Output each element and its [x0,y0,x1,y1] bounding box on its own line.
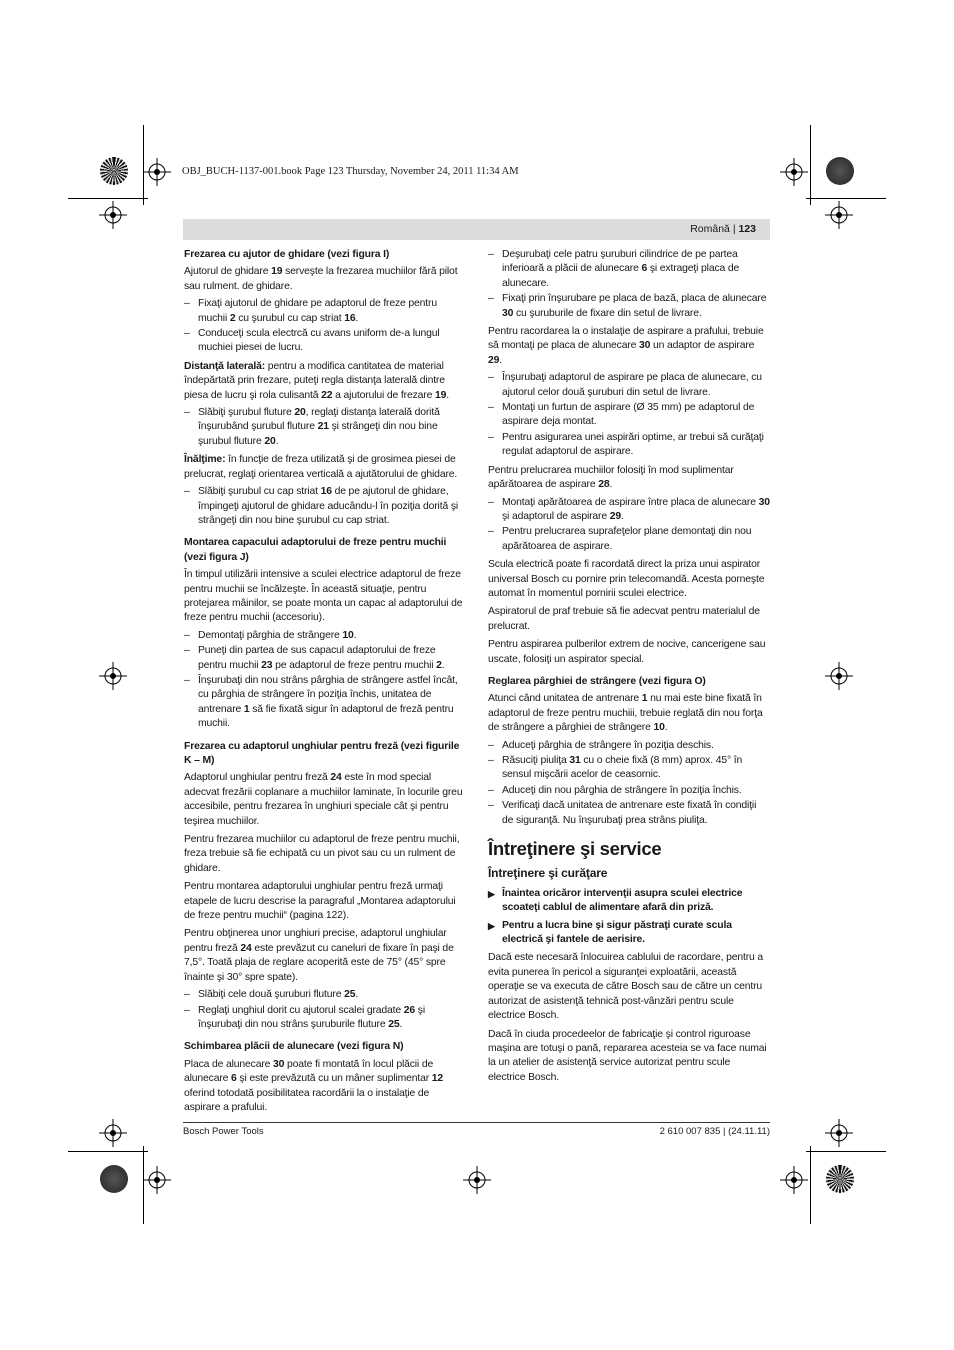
dash-marker: – [488,496,494,508]
warning-text: Pentru a lucra bine şi sigur păstraţi curate scula electrică şi fantele de aerisire. [502,919,732,946]
list-item-text: Conduceţi scula electrcă cu avans uniform de-a lungul muchiei piesei de lucru. [198,328,440,354]
bold-run: 21 [317,421,329,433]
right-column [488,248,770,1088]
dash-marker: – [184,298,190,310]
list-item [184,629,466,643]
list-item [488,739,770,753]
list-item-text: Slăbiţi şurubul fluture 20, reglaţi distanţa laterală dorită înşurubând şurubul fluture 21 şi strângeţi din nou bine şurubul fluture 20. [198,407,440,447]
warning-item [488,887,770,916]
list-item [184,674,466,732]
list-item [488,525,770,554]
page-header [183,219,770,240]
paragraph: Atunci când unitatea de antrenare 1 nu mai este bine fixată în adaptorul de freze pentru muchiii, trebuie reglată din nou forţa de strângere a pârghiei de strângere 10. [488,693,763,734]
book-info-line: OBJ_BUCH-1137-001.book Page 123 Thursday, November 24, 2011 11:34 AM [182,166,519,177]
paragraph: Distanţă laterală: pentru a modifica cantitatea de material îndepărtată prin frezare, puteţi regla distanţa laterală dintre piesa de lucru şi rola culisantă 22 a ajutorului de frezare 19. [184,360,449,401]
list-item-text: Fixaţi prin înşurubare pe placa de bază, placa de alunecare 30 cu şuruburile de fixare din setul de livrare. [502,293,767,319]
color-wheel-icon [100,157,128,185]
list-item [488,401,770,430]
bold-run: 30 [273,1058,285,1070]
bold-run: 12 [431,1073,444,1085]
dash-marker: – [488,739,494,751]
paragraph: Placa de alunecare 30 poate fi montată în locul plăcii de alunecare 6 şi este prevăzută cu un mâner suplimentar 12 oferind totodată posibilitatea racordării la o instalaţie de aspirare a prafului. [184,1058,444,1113]
list-item-text: Pentru prelucrarea suprafeţelor plane demontaţi din nou apărătoarea de aspirare. [502,526,752,552]
list-item-text: Înşurubaţi adaptorul de aspirare pe placa de alunecare, cu ajutorul celor două şuruburi din setul de livrare. [502,372,762,398]
registration-mark-icon [825,201,853,229]
bold-run: Înălţime: [184,454,226,466]
paragraph: Pentru obţinerea unor unghiuri precise, adaptorul unghiular pentru freză 24 este prevăzut cu caneluri de fixare în paşi de 7,5°. Toată plaja de reglare acoperită este de 75° (45° spre înainte şi 30° spre spate). [184,928,454,983]
dash-marker: – [184,486,190,498]
list-item [488,292,770,321]
heading-cap: Montarea capacului adaptorului de freze pentru muchii (vezi figura J) [184,537,447,563]
dash-marker: – [488,755,494,766]
paragraph: În timpul utilizării intensive a sculei electrice adaptorul de freze pentru muchii se încălzeşte. În această situaţie, pentru protejarea mâinilor, se poate monta un capac al adaptorului de freze pentru muchii (accesoriu). [184,569,463,624]
bold-run: Distanţă laterală: [184,360,266,372]
bold-run: 25 [344,989,356,1001]
bold-run: 2 [436,659,442,671]
bold-run: 20 [264,435,276,447]
paragraph: Pentru frezarea muchiilor cu adaptorul de freze pentru muchii, freza trebuie să fie echipată cu un pivot sau cu un rulment de ghidare. [184,834,460,874]
paragraph: Pentru montarea adaptorului unghiular pentru freză urmaţi etapele de lucru descrise la paragraful „Montarea adaptorului de freze pentru muchii“ (pagina 122). [184,881,456,922]
bold-run: 19 [271,266,283,278]
registration-mark-icon [780,1166,808,1194]
list-item-text: Înşurubaţi din nou strâns pârghia de strângere astfel încât, cu pârghia de strângere în poziţia închis, unitatea de antrenare 1 să fie fixată sigur în adaptorul de freză pentru muchii. [198,674,458,730]
list-item [488,431,770,460]
dash-marker: – [488,293,494,305]
bold-run: 25 [388,1018,400,1030]
list-item-text: Aduceţi din nou pârghia de strângere în poziţia închis. [502,784,742,796]
paragraph: Adaptorul unghiular pentru freză 24 este în mod special adecvat frezării coplanare a muchiilor laminate, în locurile greu accesibile, pentru frezarea în unghiuri speciale cât şi pentru teşirea muchiilor. [184,772,463,827]
page-number: 123 [738,223,756,235]
list-item-text: Montaţi apărătoarea de aspirare între placa de alunecare 30 şi adaptorul de aspirare 29. [502,496,770,522]
dash-marker: – [184,407,190,419]
paragraph: Pentru racordarea la o instalaţie de aspirare a prafului, trebuie să montaţi pe placa de alunecare 30 un adaptor de aspirare 29. [488,326,764,366]
warning-item [488,919,770,948]
registration-mark-icon [99,662,127,690]
dash-marker: – [184,989,190,1001]
dash-marker: – [184,1004,190,1016]
registration-mark-icon [99,201,127,229]
list-item-text: Aduceţi pârghia de strângere în poziţia deschis. [502,739,714,751]
header-separator: | [732,223,736,235]
header-language: Română [690,223,730,235]
paragraph: Ajutorul de ghidare 19 serveşte la frezarea muchiilor fără pilot sau rulment. de ghidare. [184,266,458,292]
registration-mark-icon [143,1166,171,1194]
heading-base: Schimbarea plăcii de alunecare (vezi figura N) [184,1041,404,1053]
paragraph: Pentru prelucrarea muchiilor folosiţi în mod suplimentar apărătoarea de aspirare 28. [488,464,734,491]
list-item-text: Deşurubaţi cele patru şuruburi cilindrice de pe partea inferioară a plăcii de alunecare 6 şi extrageţi placa de alunecare. [502,249,740,289]
paragraph: Pentru aspirarea pulberilor extrem de nocive, cancerigene sau uscate, folosiţi un aspirator special. [488,639,766,665]
list-item-text: Răsuciţi piuliţa 31 cu o cheie fixă (8 mm) aprox. 45° în sensul mişcării acelor de ceasornic. [502,755,743,781]
bold-run: 29 [488,354,500,366]
registration-mark-icon [825,1119,853,1147]
bold-run: 16 [320,486,332,498]
section-title: Întreţinere şi service [488,838,662,860]
list-item-text: Pentru asigurarea unei aspirări optime, ar trebui să curăţaţi regulat adaptorul de aspirare. [502,431,764,458]
heading-lever: Reglarea pârghiei de strângere (vezi figura O) [488,675,706,687]
paragraph: Dacă în ciuda procedeelor de fabricaţie şi control riguroase maşina are totuşi o pană, repararea acesteia se va face numai la un atelier de asistenţă service autorizat pentru scule electrice Bosch. [488,1028,767,1083]
list-item [488,799,770,828]
list-item [184,297,466,326]
gray-disc-icon [100,1165,128,1193]
footer-doc-number: 2 610 007 835 | (24.11.11) [659,1126,770,1137]
bold-run: 10 [342,629,354,641]
dash-marker: – [488,372,494,384]
footer-rule [183,1122,770,1123]
paragraph: Scula electrică poate fi racordată direct la priza unui aspirator universal Bosch cu pornire prin telecomandă. Acesta porneşte automat în momentul pornirii sculei electrice. [488,559,765,599]
dash-marker: – [488,402,494,414]
bold-run: 2 [229,312,236,324]
bold-run: 30 [639,340,651,352]
list-item-text: Reglaţi unghiul dorit cu ajutorul scalei gradate 26 şi înşurubaţi din nou strâns şuruburile fluture 25. [198,1004,426,1030]
bold-run: 29 [609,510,621,522]
list-item [184,644,466,673]
subsection-title: Întreţinere şi curăţare [488,866,608,881]
bold-run: 26 [403,1004,416,1016]
bold-run: 6 [231,1073,237,1085]
bold-run: 1 [641,693,648,705]
bold-run: 16 [344,312,356,324]
bold-run: 24 [330,772,342,784]
list-item [488,784,770,798]
heading-angle: Frezarea cu adaptorul unghiular pentru freză (vezi figurile K – M) [184,740,460,766]
dash-marker: – [488,249,494,260]
bold-run: 30 [758,496,770,508]
bold-run: 28 [598,479,610,491]
dash-marker: – [184,674,190,686]
bold-run: 30 [502,307,514,319]
list-item-text: Puneţi din partea de sus capacul adaptorului de freze pentru muchii 23 pe adaptorul de freze pentru muchii 2. [198,645,445,671]
list-item [488,496,770,525]
dash-marker: – [488,800,494,812]
dash-marker: – [184,328,190,340]
dash-marker: – [488,784,494,796]
registration-mark-icon [99,1119,127,1147]
registration-mark-icon [825,662,853,690]
list-item [184,485,466,528]
paragraph: Aspiratorul de praf trebuie să fie adecvat pentru materialul de prelucrat. [488,606,760,632]
bold-run: 19 [434,389,447,401]
registration-mark-icon [143,158,171,186]
color-wheel-icon [826,1165,854,1193]
left-column [184,248,466,1118]
list-item [488,248,770,291]
bold-run: 20 [294,407,306,419]
triangle-bullet-icon: ▶ [488,920,495,931]
list-item-text: Fixaţi ajutorul de ghidare pe adaptorul de freze pentru muchii 2 cu şurubul cu cap striat 16. [198,298,437,324]
footer-brand: Bosch Power Tools [183,1126,264,1137]
dash-marker: – [488,431,494,443]
heading-guide: Frezarea cu ajutor de ghidare (vezi figura I) [184,249,390,260]
gray-disc-icon [826,157,854,185]
bold-run: 1 [243,703,250,715]
list-item-text: Demontaţi pârghia de strângere 10. [198,629,357,641]
list-item-text: Slăbiţi şurubul cu cap striat 16 de pe ajutorul de ghidare, împingeţi ajutorul de ghidare aducându-l în poziţia dorită şi strângeţi din nou bine şurubul cu cap striat. [198,486,459,526]
bold-run: 31 [569,755,581,766]
dash-marker: – [184,645,190,657]
registration-mark-icon [780,158,808,186]
bold-run: 10 [653,722,665,734]
dash-marker: – [184,629,190,641]
list-item [488,754,770,783]
list-item [184,327,466,356]
list-item [184,1004,466,1033]
bold-run: 23 [261,659,273,671]
triangle-bullet-icon: ▶ [488,888,495,899]
list-item [488,371,770,400]
list-item-text: Verificaţi dacă unitatea de antrenare este fixată în condiţii de siguranţă. Nu înşurubaţi prea strâns piuliţa. [502,800,757,826]
bold-run: 6 [641,263,648,275]
paragraph: Dacă este necesară înlocuirea cablului de racordare, pentru a evita punerea în pericol a siguranţei exploatării, această operaţie se va executa de către Bosch sau de către un centru autorizat de asistenţă tehnică post-vânzări pentru scule electrice Bosch. [488,952,764,1022]
bold-run: 24 [240,942,252,954]
list-item [184,406,466,449]
list-item-text: Montaţi un furtun de aspirare (Ø 35 mm) pe adaptorul de aspirare deja montat. [502,402,755,428]
list-item [184,988,466,1002]
bold-run: 22 [321,389,333,401]
list-item-text: Slăbiţi cele două şuruburi fluture 25. [198,989,359,1001]
paragraph: Înălţime: în funcţie de freza utilizată şi de grosimea piesei de prelucrat, reglaţi orientarea verticală a ajutătorului de ghidare. [184,454,458,480]
dash-marker: – [488,526,494,538]
warning-text: Înaintea oricăror intervenţii asupra sculei electrice scoateţi cablul de alimentare afară din priză. [502,887,743,914]
registration-mark-icon [463,1166,491,1194]
